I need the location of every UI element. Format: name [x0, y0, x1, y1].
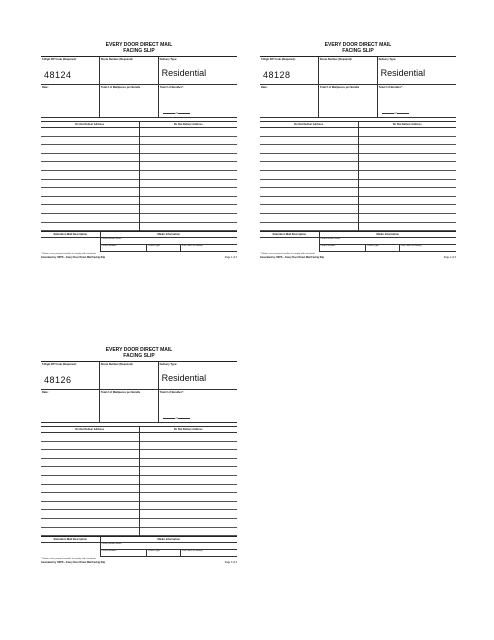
route-label-text: Route Number (Required): — [319, 57, 353, 61]
bundles-label-text: Total # of Bundles*: — [159, 390, 184, 394]
slip-title — [260, 42, 456, 57]
delivery-label-text: Delivery Type: — [159, 362, 178, 366]
date-label-text: Date: — [42, 85, 49, 89]
permit-type-field[interactable]: Permit Type — [366, 245, 400, 251]
zip-label-text: 5-Digit ZIP Code (Required): — [42, 362, 77, 366]
delivery-type-value: Residential — [161, 373, 207, 383]
permit-type-field[interactable]: Permit Type — [147, 550, 181, 556]
do-not-deliver-lines[interactable] — [41, 128, 237, 231]
total-bundles-cell[interactable] — [159, 390, 237, 422]
facing-slip-3 — [41, 347, 237, 564]
permit-holder-field[interactable]: Permit Holder Name — [101, 543, 238, 550]
of-text-text: of — [175, 417, 178, 420]
generated-text: Generated by USPS – Every Door Direct Mail Facing Slip — [41, 256, 106, 260]
mailer-info-section — [41, 543, 237, 557]
delivery-type-cell[interactable] — [378, 57, 456, 84]
generated-text: Generated by USPS – Every Door Direct Mail Facing Slip — [41, 561, 106, 565]
saturation-label-text: Saturation Mail Description — [41, 537, 101, 542]
compliance-note: * Mailers must prepare bundles to comply with standards — [41, 558, 96, 561]
mailer-info-label-text: Mailer Information — [157, 538, 180, 542]
permit-number-field[interactable]: Permit Number — [320, 245, 367, 251]
of-text-text: of — [394, 112, 397, 115]
bundles-label-text: Total # of Bundles*: — [159, 85, 184, 89]
slip-title — [41, 42, 237, 57]
mailpieces-per-bundle-cell[interactable] — [100, 390, 159, 422]
permit-holder-field[interactable]: Permit Holder Name — [101, 238, 238, 245]
generated-text: Generated by USPS – Every Door Direct Mail Facing Slip — [260, 256, 325, 260]
total-bundles-cell[interactable] — [378, 85, 456, 117]
of-text-text: of — [175, 112, 178, 115]
zip-code-value: 48128 — [263, 70, 291, 80]
compliance-note: * Mailers must prepare bundles to comply with standards — [41, 253, 96, 256]
mailer-info-section — [41, 238, 237, 252]
mailer-info-header — [41, 536, 237, 543]
do-not-deliver-lines[interactable] — [260, 128, 456, 231]
title-line2-text: FACING SLIP — [123, 48, 155, 54]
delivery-type-value: Residential — [380, 68, 426, 78]
date-label-text: Date: — [261, 85, 268, 89]
do-not-deliver-lines[interactable] — [41, 433, 237, 536]
mailer-info-header — [41, 231, 237, 238]
page-text: Page 3 of 3 — [224, 561, 237, 565]
mailer-info-section — [260, 238, 456, 252]
saturation-label-text: Saturation Mail Description — [41, 232, 101, 237]
title-line1-text: EVERY DOOR DIRECT MAIL — [105, 347, 173, 353]
slip-footer — [260, 256, 456, 259]
mailer-info-header — [260, 231, 456, 238]
delivery-type-value: Residential — [161, 68, 207, 78]
dnd-right-text: Do Not Deliver Address — [173, 428, 203, 431]
slip-footer — [41, 561, 237, 564]
delivery-label-text: Delivery Type: — [378, 57, 397, 61]
date-label-text: Date: — [42, 390, 49, 394]
dnd-right-text: Do Not Deliver Address — [173, 123, 203, 126]
page-text: Page 2 of 3 — [443, 256, 456, 260]
mailer-info-label-text: Mailer Information — [376, 233, 399, 237]
title-line1-text: EVERY DOOR DIRECT MAIL — [324, 42, 392, 48]
bundles-label-text: Total # of Bundles*: — [378, 85, 403, 89]
dnd-left-text: Do Not Deliver Address — [260, 122, 359, 127]
route-number-cell[interactable] — [100, 57, 159, 84]
permit-type-field[interactable]: Permit Type — [147, 245, 181, 251]
permit-holder-field[interactable]: Permit Holder Name — [320, 238, 457, 245]
post-office-field[interactable]: Post Office of Mailing — [181, 550, 203, 553]
dnd-right-text: Do Not Deliver Address — [392, 123, 422, 126]
facing-slip-2 — [260, 42, 456, 259]
mailpieces-label-text: Total # of Mailpieces per Bundle — [100, 85, 141, 89]
mailpieces-per-bundle-cell[interactable] — [100, 85, 159, 117]
zip-label-text: 5-Digit ZIP Code (Required): — [42, 57, 77, 61]
route-label-text: Route Number (Required): — [100, 362, 134, 366]
title-line2-text: FACING SLIP — [123, 353, 155, 359]
zip-code-cell[interactable] — [260, 57, 319, 84]
delivery-type-cell[interactable] — [159, 57, 237, 84]
compliance-note: * Mailers must prepare bundles to comply with standards — [260, 253, 315, 256]
title-line1-text: EVERY DOOR DIRECT MAIL — [105, 42, 173, 48]
saturation-label-text: Saturation Mail Description — [260, 232, 320, 237]
mailpieces-label-text: Total # of Mailpieces per Bundle — [319, 85, 360, 89]
slip-title — [41, 347, 237, 362]
route-label-text: Route Number (Required): — [100, 57, 134, 61]
page-text: Page 1 of 3 — [224, 256, 237, 260]
post-office-field[interactable]: Post Office of Mailing — [400, 245, 422, 248]
permit-number-field[interactable]: Permit Number — [101, 245, 148, 251]
slip-footer — [41, 256, 237, 259]
mailer-info-label-text: Mailer Information — [157, 233, 180, 237]
dnd-left-text: Do Not Deliver Address — [41, 122, 140, 127]
zip-code-cell[interactable] — [41, 57, 100, 84]
zip-code-value: 48126 — [44, 375, 72, 385]
delivery-type-cell[interactable] — [159, 362, 237, 389]
mailpieces-per-bundle-cell[interactable] — [319, 85, 378, 117]
total-bundles-cell[interactable] — [159, 85, 237, 117]
dnd-left-text: Do Not Deliver Address — [41, 427, 140, 432]
facing-slip-1 — [41, 42, 237, 259]
zip-code-value: 48124 — [44, 70, 72, 80]
date-cell[interactable] — [41, 390, 100, 422]
zip-code-cell[interactable] — [41, 362, 100, 389]
zip-label-text: 5-Digit ZIP Code (Required): — [261, 57, 296, 61]
date-cell[interactable] — [41, 85, 100, 117]
post-office-field[interactable]: Post Office of Mailing — [181, 245, 203, 248]
date-cell[interactable] — [260, 85, 319, 117]
delivery-label-text: Delivery Type: — [159, 57, 178, 61]
route-number-cell[interactable] — [100, 362, 159, 389]
title-line2-text: FACING SLIP — [342, 48, 374, 54]
mailpieces-label-text: Total # of Mailpieces per Bundle — [100, 390, 141, 394]
permit-number-field[interactable]: Permit Number — [101, 550, 148, 556]
route-number-cell[interactable] — [319, 57, 378, 84]
